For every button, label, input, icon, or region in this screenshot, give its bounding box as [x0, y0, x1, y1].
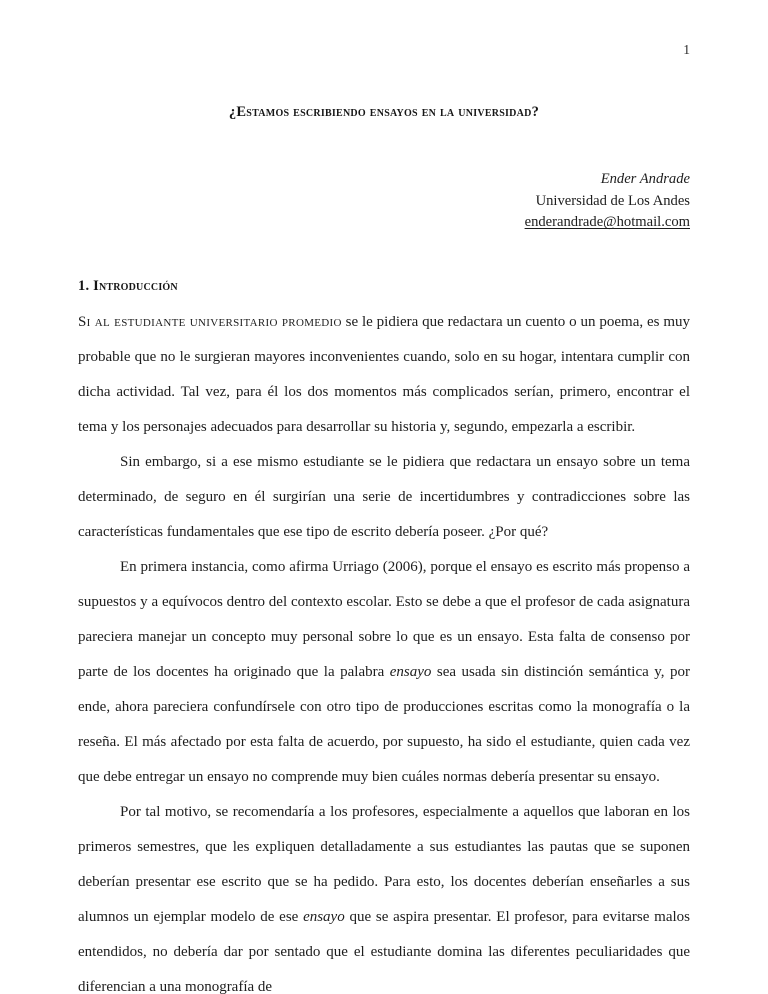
paragraph-3-emphasis-ensayo: ensayo	[389, 664, 432, 681]
author-affiliation: Universidad de Los Andes	[535, 192, 690, 209]
paragraph-4	[78, 795, 690, 994]
page-number: 1	[683, 42, 690, 57]
paragraph-4-emphasis-ensayo: ensayo	[303, 909, 345, 926]
author-block	[78, 169, 690, 234]
paragraph-4-part-b: que se aspira presentar. El profesor, para evitarse malos entendidos, no debería dar por sentado que el estudiante domina las diferentes peculiaridades que diferencian a una monografía de	[78, 909, 690, 994]
section-heading-introduccion: 1. Introducción	[78, 277, 178, 294]
page-title: ¿Estamos escribiendo ensayos en la universidad?	[228, 104, 540, 120]
author-email-line	[78, 212, 690, 234]
paragraph-1-body: se le pidiera que redactara un cuento o un poema, es muy probable que no le surgieran mayores inconvenientes cuando, solo en su hogar, intentara cumplir con dicha actividad. Tal vez, para él los dos momentos más complicados serían, primero, encontrar el tema y los personajes adecuados para desarrollar su historia y, segundo, empezarla a escribir.	[78, 314, 690, 436]
paragraph-2: Sin embargo, si a ese mismo estudiante se le pidiera que redactara un ensayo sobre un tema determinado, de seguro en él surgirían una serie de incertidumbres y contradicciones sobre las características fundamentales que ese tipo de escrito debería poseer. ¿Por qué?	[78, 454, 690, 541]
paragraph-3	[78, 550, 690, 795]
paragraph-4-part-a: Por tal motivo, se recomendaría a los profesores, especialmente a aquellos que laboran en los primeros semestres, que les expliquen detalladamente a sus estudiantes las pautas que se suponen deberían presentar ese escrito que se ha pedido. Para esto, los docentes deberían enseñarles a sus alumnos un ejemplar modelo de ese	[78, 804, 690, 926]
paragraph-1-leadin: Si al estudiante universitario promedio	[78, 314, 342, 331]
author-name: Ender Andrade	[600, 171, 690, 188]
paragraph-3-part-b: sea usada sin distinción semántica y, por ende, ahora pareciera confundírsele con otro tipo de producciones escritas como la monografía o la reseña. El más afectado por esta falta de acuerdo, por supuesto, ha sido el estudiante, quien cada vez que debe entregar un ensayo no comprende muy bien cuáles normas debería presentar su ensayo.	[78, 664, 690, 786]
author-email-link[interactable]: enderandrade@hotmail.com	[524, 214, 690, 231]
paragraph-1	[78, 305, 690, 445]
paragraph-3-part-a: En primera instancia, como afirma Urriago (2006), porque el ensayo es escrito más propenso a supuestos y a equívocos dentro del contexto escolar. Esto se debe a que el profesor de cada asignatura pareciera manejar un concepto muy personal sobre lo que es un ensayo. Esta falta de consenso por parte de los docentes ha originado que la palabra	[78, 559, 690, 681]
page-content-column	[78, 0, 690, 994]
